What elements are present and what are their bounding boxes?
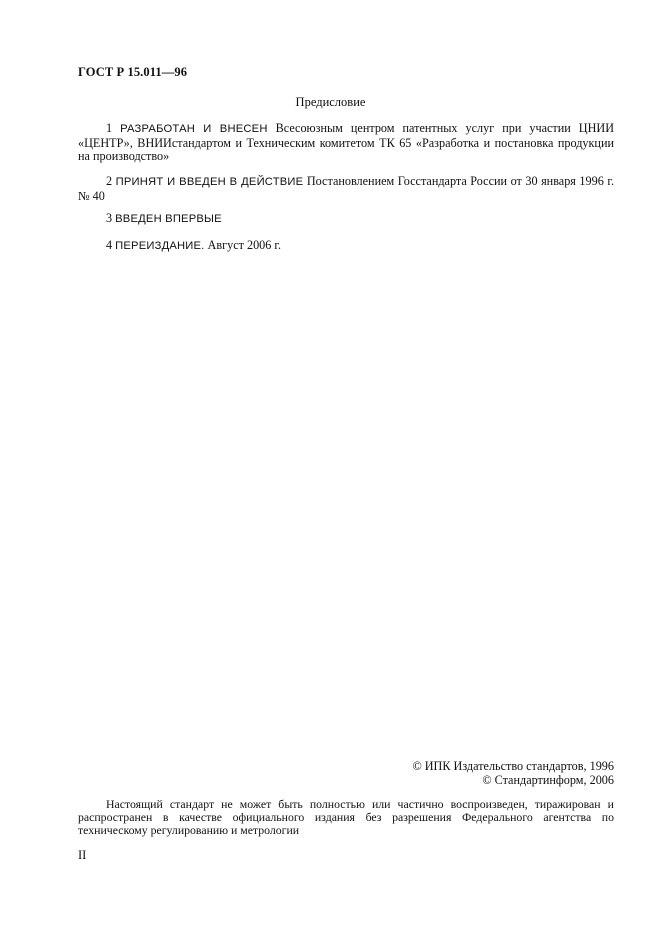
copyright-block [412,760,614,787]
legal-notice: Настоящий стандарт не может быть полностью или частично воспроизведен, тиражирован и распространен в качестве официального издания без разрешения Федерального агентства по техническому регулированию и метрологии [78,797,614,838]
item-caps-heading: ВВЕДЕН ВПЕРВЫЕ [115,213,222,225]
preface-item-4 [78,239,614,254]
preface-title: Предисловие [295,95,366,109]
item-number: 3 [106,211,113,225]
preface-item-3 [78,212,614,227]
item-caps-heading: ПРИНЯТ И ВВЕДЕН В ДЕЙСТВИЕ [115,176,304,188]
item-caps-heading: ПЕРЕИЗДАНИЕ. [115,240,205,252]
page-number: II [78,848,87,862]
document-code: ГОСТ Р 15.011—96 [78,65,188,79]
copyright-line-2: © Стандартинформ, 2006 [482,772,614,787]
item-number: 4 [106,238,113,252]
item-text: Постановлением Госстандарта России от 30 января 1996 г. № 40 [78,174,615,203]
preface-item-2 [78,175,614,203]
preface-item-1 [78,122,614,164]
item-number: 1 [106,121,113,135]
item-text: Всесоюзным центром патентных услуг при участии ЦНИИ «ЦЕНТР», ВНИИстандартом и Техническим комитетом ТК 65 «Разработка и постановка продукции на производство» [78,121,614,163]
item-text: Август 2006 г. [207,238,282,252]
item-caps-heading: РАЗРАБОТАН И ВНЕСЕН [120,123,268,135]
copyright-line-1: © ИПК Издательство стандартов, 1996 [412,759,614,773]
item-number: 2 [106,174,113,188]
